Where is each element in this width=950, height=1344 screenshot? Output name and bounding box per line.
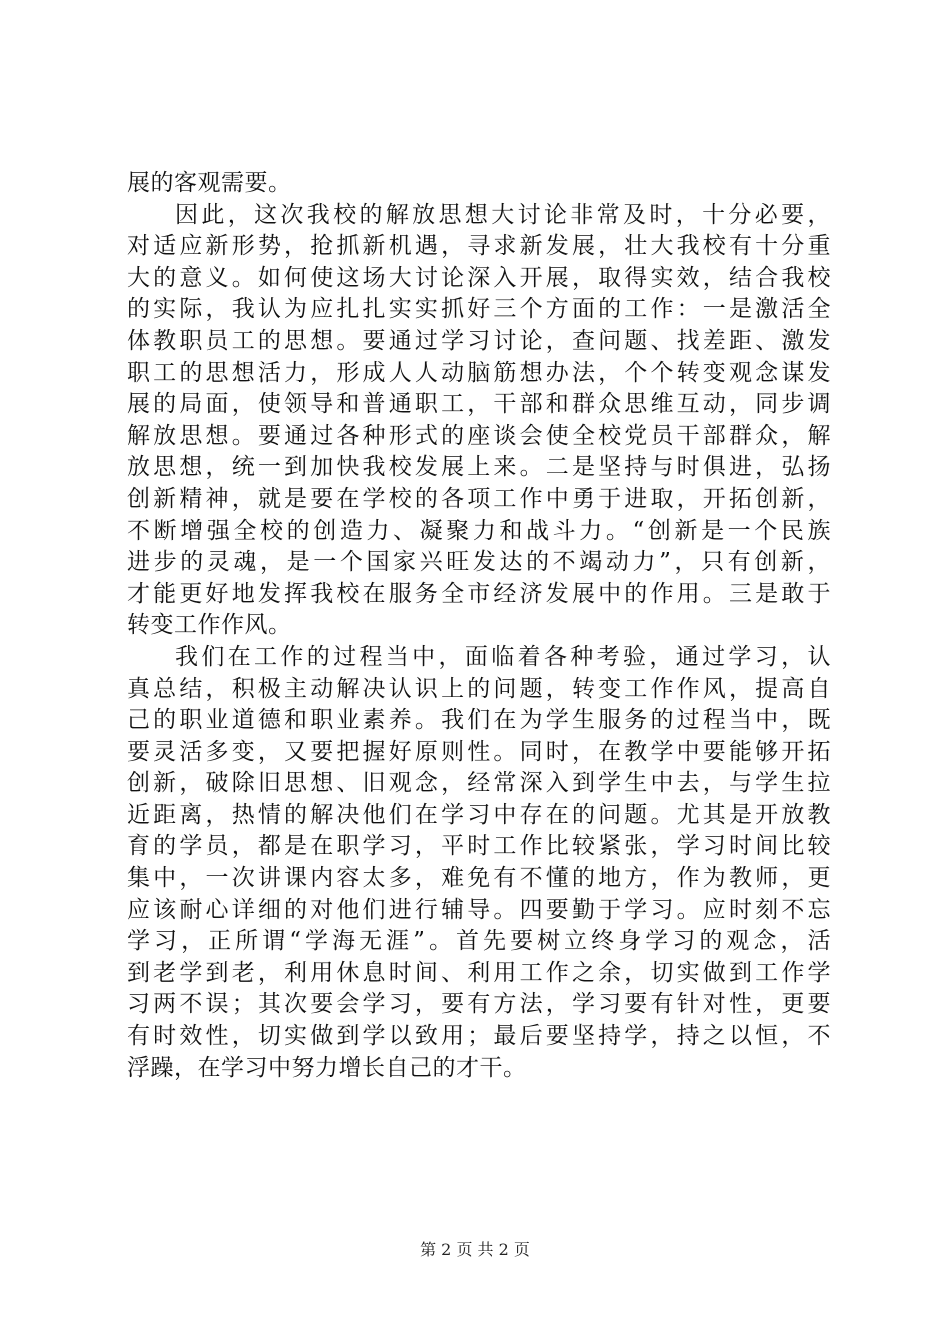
text-line: 职工的思想活力，形成人人动脑筋想办法，个个转变观念谋发 (127, 359, 831, 386)
text-line: 创新精神，就是要在学校的各项工作中勇于进取，开拓创新， (127, 485, 831, 512)
text-line: 习两不误；其次要会学习，要有方法，学习要有针对性，更要 (127, 991, 831, 1018)
text-line: 应该耐心详细的对他们进行辅导。四要勤于学习。应时刻不忘 (127, 896, 831, 923)
text-line: 到老学到老，利用休息时间、利用工作之余，切实做到工作学 (127, 959, 831, 986)
paragraph-start-line: 我们在工作的过程当中，面临着各种考验，通过学习，认 (175, 643, 831, 670)
page-number-footer: 第 2 页 共 2 页 (420, 1240, 530, 1259)
text-line: 转变工作作风。 (127, 612, 292, 639)
text-line: 己的职业道德和职业素养。我们在为学生服务的过程当中，既 (127, 707, 831, 734)
text-line: 进步的灵魂，是一个国家兴旺发达的不竭动力”，只有创新， (127, 549, 831, 576)
text-line: 对适应新形势，抢抓新机遇，寻求新发展，壮大我校有十分重 (127, 233, 831, 260)
document-body (127, 168, 831, 1084)
text-line: 学习，正所谓“学海无涯”。首先要树立终身学习的观念，活 (127, 928, 831, 955)
text-line: 放思想，统一到加快我校发展上来。二是坚持与时俱进，弘扬 (127, 454, 831, 481)
text-line: 展的客观需要。 (127, 170, 292, 196)
text-line: 展的局面，使领导和普通职工，干部和群众思维互动，同步调 (127, 391, 831, 418)
text-line: 才能更好地发挥我校在服务全市经济发展中的作用。三是敢于 (127, 580, 831, 607)
text-line: 创新，破除旧思想、旧观念，经常深入到学生中去，与学生拉 (127, 770, 831, 797)
text-line: 的实际，我认为应扎扎实实抓好三个方面的工作：一是激活全 (127, 296, 831, 323)
text-line: 解放思想。要通过各种形式的座谈会使全校党员干部群众，解 (127, 422, 831, 449)
text-line: 育的学员，都是在职学习，平时工作比较紧张，学习时间比较 (127, 833, 831, 860)
text-line: 真总结，积极主动解决认识上的问题，转变工作作风，提高自 (127, 675, 831, 702)
text-line: 大的意义。如何使这场大讨论深入开展，取得实效，结合我校 (127, 264, 831, 291)
text-line: 浮躁，在学习中努力增长自己的才干。 (127, 1054, 527, 1081)
text-line: 集中，一次讲课内容太多，难免有不懂的地方，作为教师，更 (127, 865, 831, 892)
text-line: 体教职员工的思想。要通过学习讨论，查问题、找差距、激发 (127, 327, 831, 354)
text-line: 不断增强全校的创造力、凝聚力和战斗力。“创新是一个民族 (127, 517, 831, 544)
text-line: 有时效性，切实做到学以致用；最后要坚持学，持之以恒，不 (127, 1023, 831, 1050)
text-line: 要灵活多变，又要把握好原则性。同时，在教学中要能够开拓 (127, 738, 831, 765)
text-line: 近距离，热情的解决他们在学习中存在的问题。尤其是开放教 (127, 801, 831, 828)
paragraph-start-line: 因此，这次我校的解放思想大讨论非常及时，十分必要， (175, 201, 831, 228)
